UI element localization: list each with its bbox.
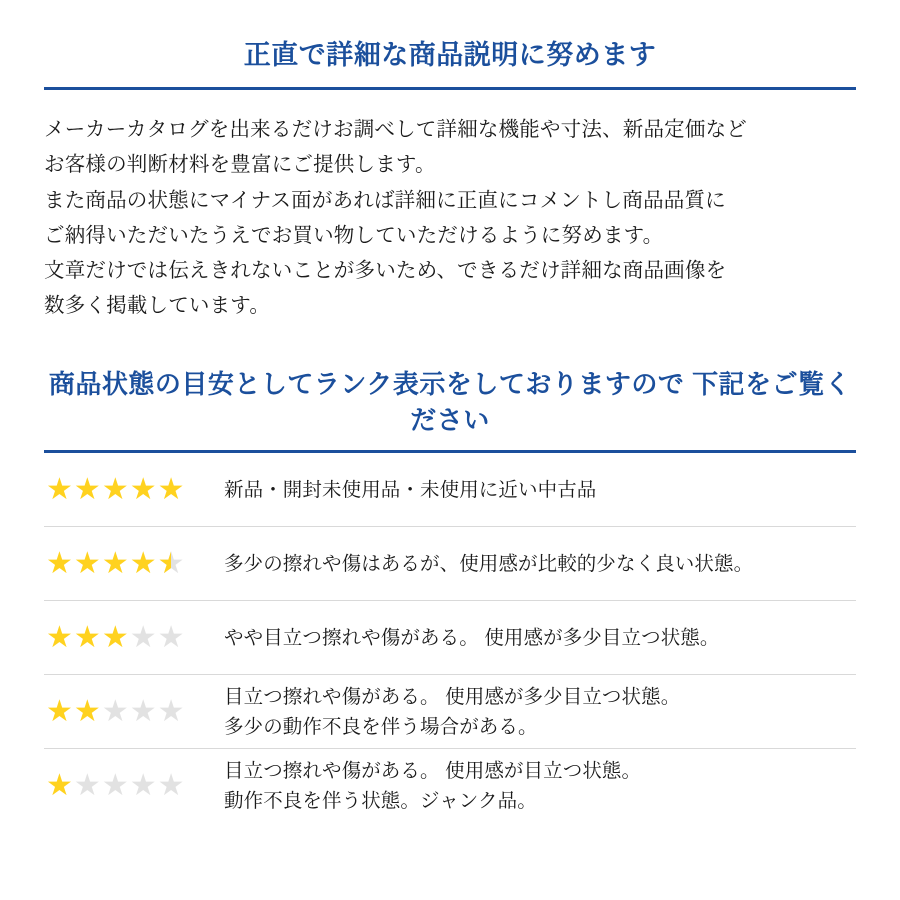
star-half-icon: ★ ★ bbox=[158, 549, 185, 579]
star-empty-icon: ★ bbox=[129, 694, 157, 728]
rating-stars-2 bbox=[44, 694, 224, 728]
rank-description-line: 新品・開封未使用品・未使用に近い中古品 bbox=[224, 478, 597, 501]
list-item bbox=[44, 601, 856, 675]
intro-line: 文章だけでは伝えきれないことが多いため、できるだけ詳細な商品画像を bbox=[44, 259, 727, 283]
rank-description bbox=[224, 549, 856, 579]
rank-description bbox=[224, 475, 856, 505]
star-icon: ★ bbox=[46, 769, 73, 803]
rank-description bbox=[224, 623, 856, 653]
intro-line: 数多く掲載しています。 bbox=[44, 294, 271, 318]
rank-description-line: 多少の擦れや傷はあるが、使用感が比較的少なく良い状態。 bbox=[224, 552, 754, 575]
rating-stars-5 bbox=[44, 472, 224, 506]
star-empty-icon: ★ bbox=[157, 620, 185, 654]
star-icon: ★ bbox=[46, 620, 73, 654]
intro-line: お客様の判断材料を豊富にご提供します。 bbox=[44, 153, 436, 177]
star-icon: ★ bbox=[46, 546, 73, 580]
rank-section-title-line-1: 商品状態の目安としてランク表示をしておりますので bbox=[48, 368, 685, 399]
intro-paragraph bbox=[44, 112, 856, 324]
star-icon: ★ bbox=[101, 546, 129, 580]
star-empty-icon: ★ bbox=[129, 620, 157, 654]
rank-list bbox=[44, 453, 856, 823]
title-divider bbox=[44, 87, 856, 90]
list-item bbox=[44, 675, 856, 749]
list-item bbox=[44, 527, 856, 601]
intro-line: ご納得いただいたうえでお買い物していただけるように努めます。 bbox=[44, 223, 664, 247]
star-icon: ★ bbox=[73, 620, 101, 654]
rank-description-line: 目立つ擦れや傷がある。 使用感が多少目立つ状態。 bbox=[224, 685, 681, 708]
star-empty-icon: ★ bbox=[101, 769, 129, 803]
star-empty-icon: ★ bbox=[73, 769, 101, 803]
rank-section-header bbox=[44, 366, 856, 454]
rank-description-line: 多少の動作不良を伴う場合がある。 bbox=[224, 715, 538, 738]
star-icon: ★ bbox=[73, 472, 101, 506]
star-empty-icon: ★ bbox=[101, 694, 129, 728]
rank-description-line: 目立つ擦れや傷がある。 使用感が目立つ状態。 bbox=[224, 760, 642, 783]
star-icon: ★ bbox=[46, 472, 73, 506]
rank-description bbox=[224, 756, 856, 816]
rating-stars-3 bbox=[44, 620, 224, 654]
star-icon: ★ bbox=[129, 472, 157, 506]
star-empty-icon: ★ bbox=[157, 769, 185, 803]
star-icon: ★ bbox=[157, 472, 185, 506]
intro-line: また商品の状態にマイナス面があれば詳細に正直にコメントし商品品質に bbox=[44, 188, 726, 212]
rank-description-line: 動作不良を伴う状態。ジャンク品。 bbox=[224, 790, 537, 813]
rank-description-line: やや目立つ擦れや傷がある。 使用感が多少目立つ状態。 bbox=[224, 626, 720, 649]
star-icon: ★ bbox=[101, 472, 129, 506]
star-icon: ★ bbox=[73, 694, 101, 728]
star-empty-icon: ★ bbox=[157, 694, 185, 728]
star-icon: ★ bbox=[129, 546, 157, 580]
list-item bbox=[44, 749, 856, 823]
star-icon: ★ bbox=[46, 694, 73, 728]
rank-section-title bbox=[44, 366, 856, 439]
intro-line: メーカーカタログを出来るだけお調べして詳細な機能や寸法、新品定価など bbox=[44, 118, 747, 142]
list-item bbox=[44, 453, 856, 527]
star-icon: ★ bbox=[101, 620, 129, 654]
rank-description bbox=[224, 682, 856, 742]
rank-section-title-line-2: 下記をご覧ください bbox=[410, 368, 852, 435]
page-title: 正直で詳細な商品説明に努めます bbox=[243, 40, 657, 70]
star-icon: ★ bbox=[73, 546, 101, 580]
rating-stars-4-5 bbox=[44, 546, 224, 580]
rating-stars-1 bbox=[44, 771, 224, 801]
star-empty-icon: ★ bbox=[129, 769, 157, 803]
